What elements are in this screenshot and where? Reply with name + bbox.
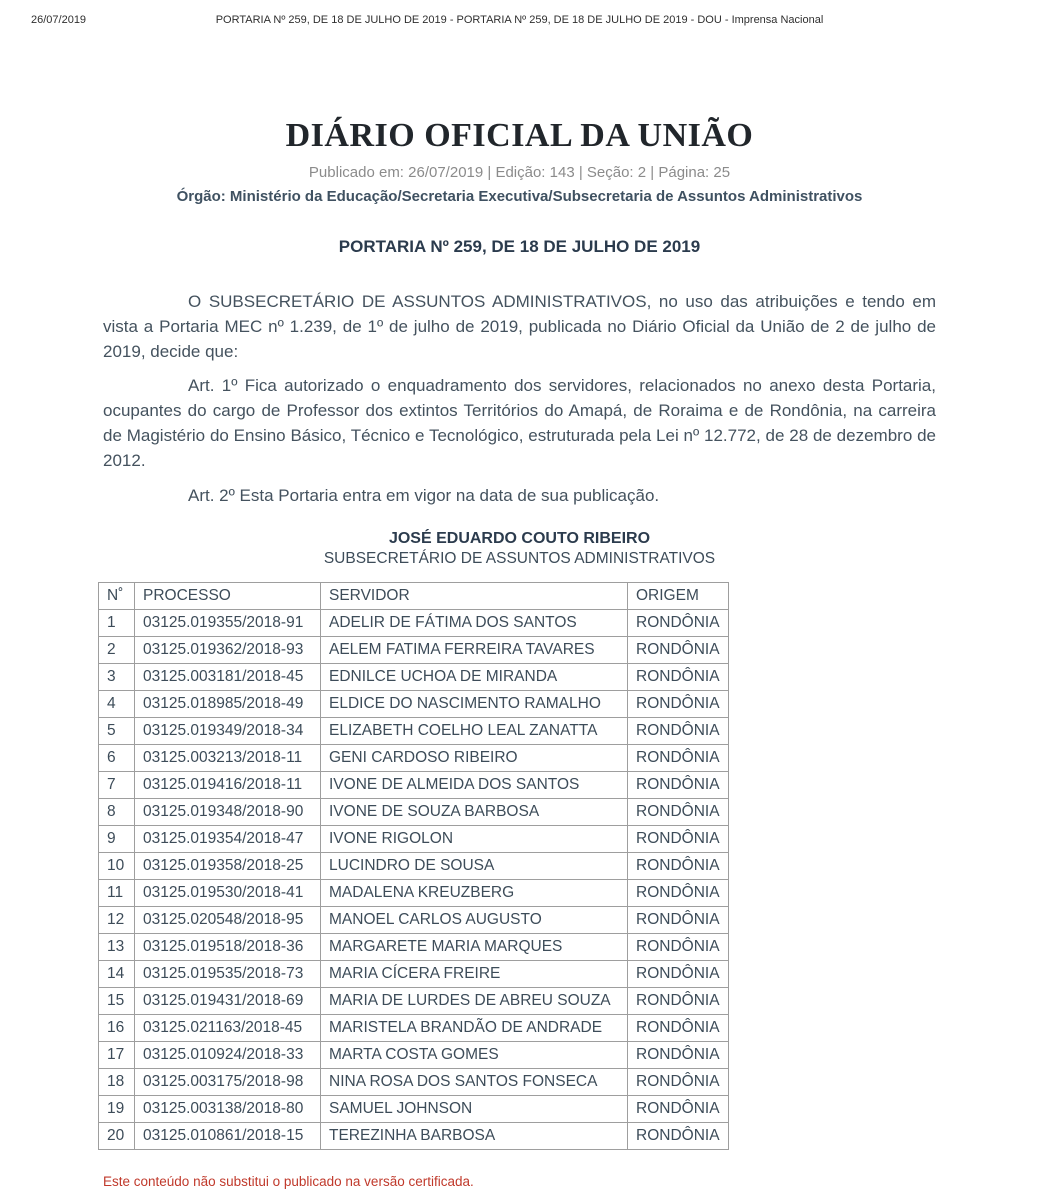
article-paragraph-3: Art. 2º Esta Portaria entra em vigor na data de sua publicação. — [188, 486, 660, 505]
table-cell: RONDÔNIA — [628, 1069, 729, 1096]
table-cell: RONDÔNIA — [628, 1015, 729, 1042]
table-cell: 18 — [99, 1069, 135, 1096]
table-cell: MARGARETE MARIA MARQUES — [321, 934, 628, 961]
table-row — [99, 826, 729, 853]
table-cell: 03125.019518/2018-36 — [135, 934, 321, 961]
table-cell: 20 — [99, 1123, 135, 1150]
table-cell: ADELIR DE FÁTIMA DOS SANTOS — [321, 610, 628, 637]
table-row — [99, 907, 729, 934]
table-header-processo: PROCESSO — [135, 583, 321, 610]
print-date: 26/07/2019 — [31, 14, 87, 26]
table-cell: 03125.003138/2018-80 — [135, 1096, 321, 1123]
table-cell: 03125.019362/2018-93 — [135, 637, 321, 664]
table-cell: RONDÔNIA — [628, 853, 729, 880]
table-row — [99, 718, 729, 745]
table-row — [99, 799, 729, 826]
table-cell: 7 — [99, 772, 135, 799]
table-cell: 19 — [99, 1096, 135, 1123]
table-cell: RONDÔNIA — [628, 907, 729, 934]
table-cell: 03125.018985/2018-49 — [135, 691, 321, 718]
table-cell: EDNILCE UCHOA DE MIRANDA — [321, 664, 628, 691]
table-cell: 03125.019348/2018-90 — [135, 799, 321, 826]
table-cell: 03125.019535/2018-73 — [135, 961, 321, 988]
print-meta-bar — [0, 0, 1039, 30]
table-cell: IVONE DE ALMEIDA DOS SANTOS — [321, 772, 628, 799]
table-cell: 11 — [99, 880, 135, 907]
table-cell: SAMUEL JOHNSON — [321, 1096, 628, 1123]
table-cell: 03125.003181/2018-45 — [135, 664, 321, 691]
table-cell: ELDICE DO NASCIMENTO RAMALHO — [321, 691, 628, 718]
table-cell: RONDÔNIA — [628, 1096, 729, 1123]
table-cell: 15 — [99, 988, 135, 1015]
table-row — [99, 610, 729, 637]
table-cell: RONDÔNIA — [628, 1123, 729, 1150]
table-cell: RONDÔNIA — [628, 880, 729, 907]
signature-name: JOSÉ EDUARDO COUTO RIBEIRO — [388, 530, 651, 547]
table-body — [99, 610, 729, 1150]
table-cell: 12 — [99, 907, 135, 934]
table-row — [99, 1042, 729, 1069]
table-cell: 17 — [99, 1042, 135, 1069]
table-cell: RONDÔNIA — [628, 934, 729, 961]
table-cell: 16 — [99, 1015, 135, 1042]
table-header-row — [99, 583, 729, 610]
table-cell: 9 — [99, 826, 135, 853]
table-cell: RONDÔNIA — [628, 988, 729, 1015]
table-cell: IVONE DE SOUZA BARBOSA — [321, 799, 628, 826]
table-row — [99, 664, 729, 691]
table-row — [99, 961, 729, 988]
table-row — [99, 880, 729, 907]
table-cell: RONDÔNIA — [628, 745, 729, 772]
table-cell: 13 — [99, 934, 135, 961]
table-cell: AELEM FATIMA FERREIRA TAVARES — [321, 637, 628, 664]
publication-info: Publicado em: 26/07/2019 | Edição: 143 | Seção: 2 | Página: 25 — [308, 164, 731, 181]
table-cell: 5 — [99, 718, 135, 745]
table-cell: MADALENA KREUZBERG — [321, 880, 628, 907]
table-header-num: N˚ — [99, 583, 135, 610]
table-cell: MARIA CÍCERA FREIRE — [321, 961, 628, 988]
table-row — [99, 1096, 729, 1123]
table-row — [99, 853, 729, 880]
table-cell: RONDÔNIA — [628, 961, 729, 988]
table-cell: RONDÔNIA — [628, 610, 729, 637]
table-cell: 3 — [99, 664, 135, 691]
table-row — [99, 988, 729, 1015]
table-cell: 2 — [99, 637, 135, 664]
table-header-origem: ORIGEM — [628, 583, 729, 610]
table-cell: 03125.019530/2018-41 — [135, 880, 321, 907]
table-cell: 03125.010861/2018-15 — [135, 1123, 321, 1150]
annex-table — [98, 582, 729, 1150]
table-cell: 03125.021163/2018-45 — [135, 1015, 321, 1042]
table-cell: 03125.019431/2018-69 — [135, 988, 321, 1015]
table-cell: MARISTELA BRANDÃO DE ANDRADE — [321, 1015, 628, 1042]
table-cell: 03125.019354/2018-47 — [135, 826, 321, 853]
table-cell: 4 — [99, 691, 135, 718]
table-cell: 03125.003175/2018-98 — [135, 1069, 321, 1096]
table-cell: MARTA COSTA GOMES — [321, 1042, 628, 1069]
table-cell: ELIZABETH COELHO LEAL ZANATTA — [321, 718, 628, 745]
table-cell: 03125.020548/2018-95 — [135, 907, 321, 934]
table-header-servidor: SERVIDOR — [321, 583, 628, 610]
table-cell: 03125.019355/2018-91 — [135, 610, 321, 637]
article-paragraph-1: O SUBSECRETÁRIO DE ASSUNTOS ADMINISTRATIVOS, no uso das atribuições e tendo em vista a Portaria MEC nº 1.239, de 1º de julho de 2019, publicada no Diário Oficial da União de 2 de julho de 2019, decide que: — [103, 292, 936, 361]
table-cell: GENI CARDOSO RIBEIRO — [321, 745, 628, 772]
table-row — [99, 772, 729, 799]
table-cell: 8 — [99, 799, 135, 826]
table-cell: 6 — [99, 745, 135, 772]
table-cell: 10 — [99, 853, 135, 880]
table-cell: RONDÔNIA — [628, 1042, 729, 1069]
table-cell: TEREZINHA BARBOSA — [321, 1123, 628, 1150]
table-row — [99, 745, 729, 772]
table-row — [99, 934, 729, 961]
table-row — [99, 1069, 729, 1096]
table-row — [99, 637, 729, 664]
table-cell: 03125.019358/2018-25 — [135, 853, 321, 880]
table-cell: MARIA DE LURDES DE ABREU SOUZA — [321, 988, 628, 1015]
table-row — [99, 1123, 729, 1150]
organ-line: Órgão: Ministério da Educação/Secretaria Executiva/Subsecretaria de Assuntos Administrativos — [176, 188, 863, 205]
table-cell: 14 — [99, 961, 135, 988]
table-cell: 03125.019349/2018-34 — [135, 718, 321, 745]
table-cell: RONDÔNIA — [628, 826, 729, 853]
table-cell: RONDÔNIA — [628, 799, 729, 826]
table-row — [99, 1015, 729, 1042]
masthead — [0, 116, 1039, 207]
table-cell: RONDÔNIA — [628, 718, 729, 745]
table-cell: 03125.003213/2018-11 — [135, 745, 321, 772]
article-heading: PORTARIA Nº 259, DE 18 DE JULHO DE 2019 — [338, 237, 701, 256]
article-paragraph-2: Art. 1º Fica autorizado o enquadramento dos servidores, relacionados no anexo desta Portaria, ocupantes do cargo de Professor dos extintos Territórios do Amapá, de Roraima e de Rondônia, na carreira de Magistério do Ensino Básico, Técnico e Tecnológico, estruturada pela Lei nº 12.772, de 28 de dezembro de 2012. — [103, 376, 936, 470]
table-cell: IVONE RIGOLON — [321, 826, 628, 853]
table-cell: RONDÔNIA — [628, 637, 729, 664]
certified-version-disclaimer: Este conteúdo não substitui o publicado na versão certificada. — [103, 1174, 474, 1189]
signature-role: SUBSECRETÁRIO DE ASSUNTOS ADMINISTRATIVOS — [323, 550, 716, 567]
table-cell: MANOEL CARLOS AUGUSTO — [321, 907, 628, 934]
table-cell: RONDÔNIA — [628, 664, 729, 691]
table-cell: RONDÔNIA — [628, 691, 729, 718]
table-cell: RONDÔNIA — [628, 772, 729, 799]
table-cell: 03125.019416/2018-11 — [135, 772, 321, 799]
table-cell: 1 — [99, 610, 135, 637]
table-cell: NINA ROSA DOS SANTOS FONSECA — [321, 1069, 628, 1096]
table-row — [99, 691, 729, 718]
signature-block — [103, 529, 936, 569]
table-cell: 03125.010924/2018-33 — [135, 1042, 321, 1069]
table-cell: LUCINDRO DE SOUSA — [321, 853, 628, 880]
masthead-title: DIÁRIO OFICIAL DA UNIÃO — [285, 117, 754, 154]
article-content — [103, 235, 936, 1191]
print-window-title: PORTARIA Nº 259, DE 18 DE JULHO DE 2019 - PORTARIA Nº 259, DE 18 DE JULHO DE 2019 - DOU - Imprensa Nacional — [215, 14, 824, 26]
